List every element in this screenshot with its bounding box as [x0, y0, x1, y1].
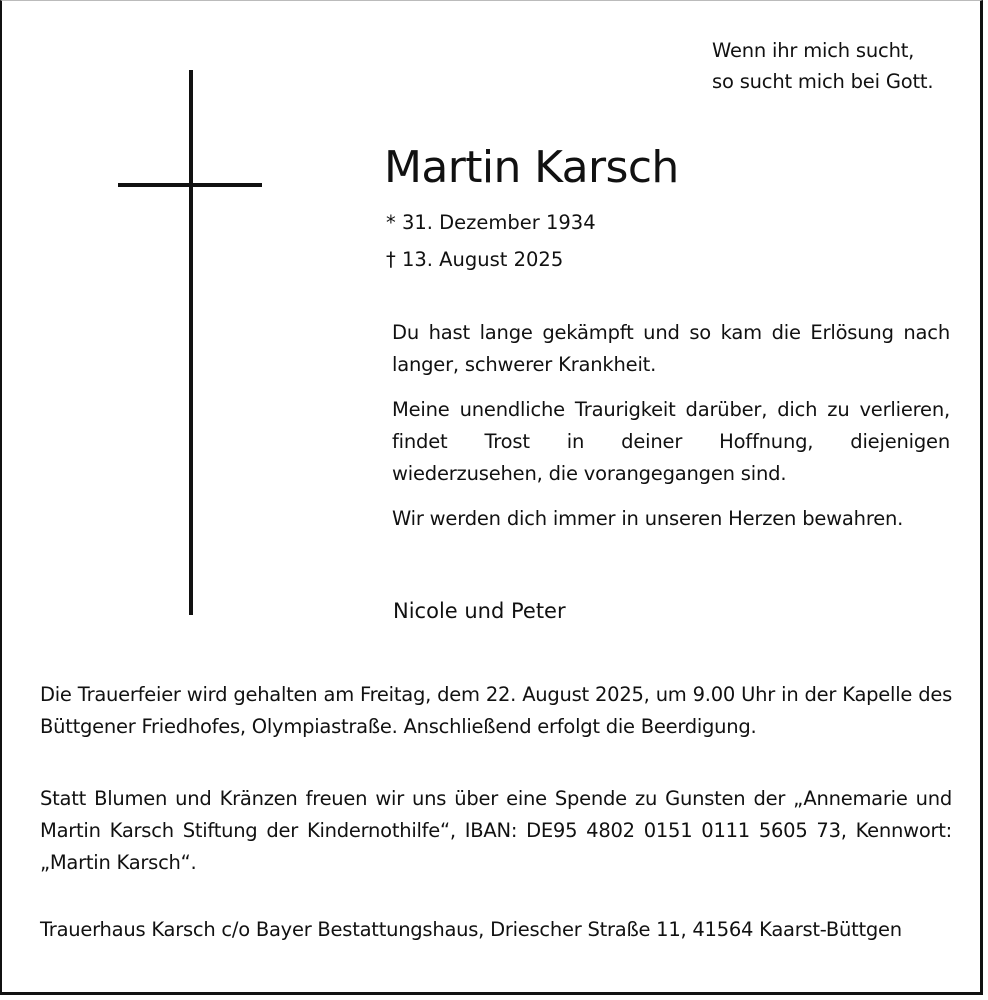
- donation-notice: Statt Blumen und Kränzen freuen wir uns über eine Spende zu Gunsten der „Annemarie und Martin Karsch Stiftung der Kindernothilfe“, IBAN: DE95 4802 0151 0111 5605 73, Kennwort: „Martin Karsch“.: [40, 787, 952, 874]
- mourning-house-address: Trauerhaus Karsch c/o Bayer Bestattungshaus, Driescher Straße 11, 41564 Kaarst-Büttgen: [40, 918, 902, 941]
- farewell-paragraph-3: Wir werden dich immer in unseren Herzen bewahren.: [392, 507, 904, 530]
- death-date: † 13. August 2025: [386, 248, 564, 271]
- deceased-name: Martin Karsch: [384, 142, 679, 193]
- motto-line-1: Wenn ihr mich sucht,: [712, 39, 915, 62]
- birth-date: * 31. Dezember 1934: [386, 211, 596, 234]
- cross-horizontal-bar: [118, 183, 262, 187]
- life-dates: [386, 204, 596, 278]
- mourners-signature: Nicole und Peter: [393, 599, 566, 623]
- farewell-paragraph-2: Meine unendliche Traurigkeit darüber, dich zu verlieren, findet Trost in deiner Hoffnung, diejenigen wiederzusehen, die vorangegangen sind.: [392, 398, 950, 485]
- ceremony-notice: Die Trauerfeier wird gehalten am Freitag, dem 22. August 2025, um 9.00 Uhr in der Kapelle des Büttgener Friedhofes, Olympiastraße. Anschließend erfolgt die Beerdigung.: [40, 683, 952, 738]
- farewell-paragraph-1: Du hast lange gekämpft und so kam die Erlösung nach langer, schwerer Krankheit.: [392, 321, 950, 376]
- motto-line-2: so sucht mich bei Gott.: [712, 70, 934, 93]
- motto-quote: [712, 35, 933, 97]
- farewell-text: [392, 317, 950, 548]
- cross-vertical-bar: [189, 70, 193, 615]
